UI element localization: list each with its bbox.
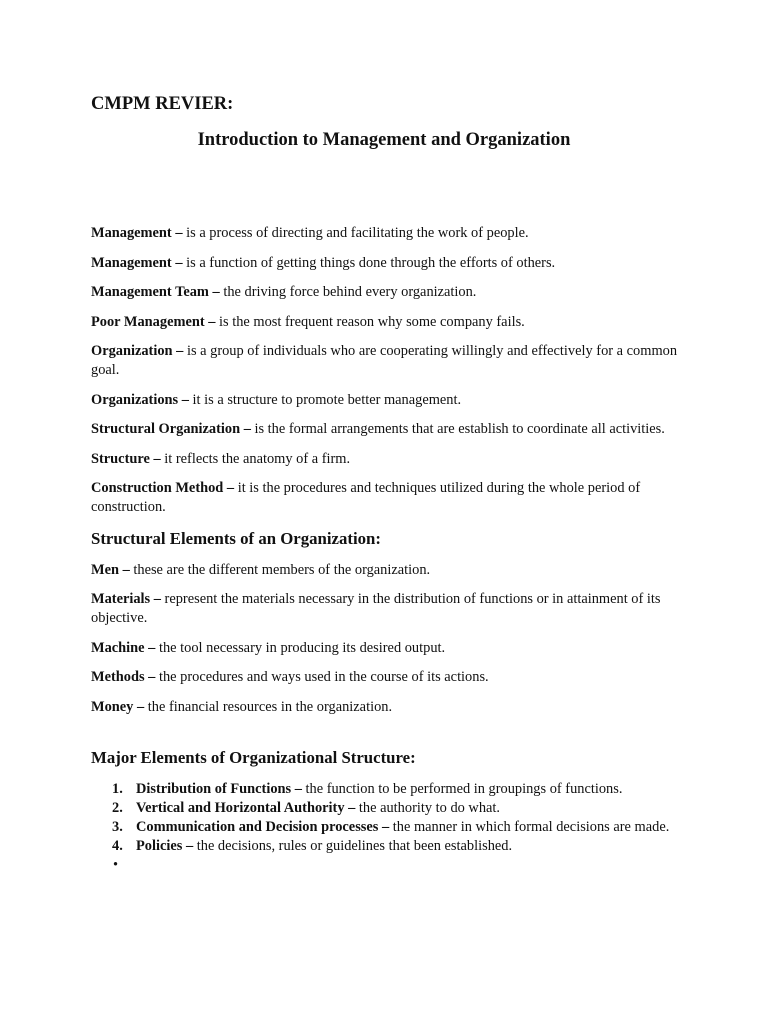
definition-term: Organization – <box>91 343 184 359</box>
list-number: 2. <box>112 799 123 816</box>
definition-term: Management – <box>91 254 183 271</box>
list-term: Policies – <box>136 837 194 854</box>
definition-term: Management Team – <box>91 284 220 300</box>
major-elements-list <box>91 780 681 856</box>
list-term: Communication and Decision processes – <box>136 818 390 835</box>
definition-term: Organizations – <box>91 391 189 408</box>
definition-term: Poor Management – <box>91 313 216 330</box>
structural-element-text: the tool necessary in producing its desired output. <box>155 639 446 656</box>
structural-element-term: Men – <box>91 561 130 578</box>
definition-paragraph <box>91 254 681 273</box>
list-text: the manner in which formal decisions are made. <box>389 818 670 835</box>
definition-term: Construction Method – <box>91 480 235 496</box>
definition-paragraph <box>91 283 681 302</box>
list-term: Distribution of Functions – <box>136 780 302 797</box>
list-number: 4. <box>112 837 123 854</box>
structural-element-paragraph <box>91 698 681 717</box>
list-item <box>91 799 681 818</box>
definition-paragraph <box>91 479 681 517</box>
definition-term: Management – <box>91 225 183 241</box>
list-text: the decisions, rules or guidelines that been established. <box>193 837 513 854</box>
list-text: the function to be performed in groupings of functions. <box>301 780 623 797</box>
definition-text: is the most frequent reason why some company fails. <box>215 313 525 330</box>
structural-element-paragraph <box>91 639 681 658</box>
list-item <box>91 818 681 837</box>
list-term: Vertical and Horizontal Authority – <box>136 799 356 816</box>
definition-text: is a process of directing and facilitating the work of people. <box>182 225 529 241</box>
document-title: Introduction to Management and Organization <box>197 130 571 150</box>
definition-text: is the formal arrangements that are establish to coordinate all activities. <box>250 421 665 437</box>
structural-element-text: these are the different members of the organization. <box>129 561 431 578</box>
definition-text: it is a structure to promote better management. <box>188 391 462 408</box>
structural-element-text: represent the materials necessary in the distribution of functions or in attainment of its objective. <box>91 591 661 626</box>
definition-paragraph <box>91 391 681 410</box>
bullet-icon: • <box>113 856 119 873</box>
structural-element-term: Machine – <box>91 639 156 656</box>
definition-paragraph <box>91 450 681 469</box>
definition-text: the driving force behind every organization. <box>219 284 477 300</box>
definition-text: it is the procedures and techniques utilized during the whole period of construction. <box>91 480 641 515</box>
document-heading: CMPM REVIER: <box>91 94 234 114</box>
list-text: the authority to do what. <box>355 799 501 816</box>
definition-paragraph <box>91 313 681 332</box>
structural-elements-heading: Structural Elements of an Organization: <box>91 528 381 548</box>
document-body <box>91 224 681 875</box>
structural-element-text: the financial resources in the organization. <box>144 698 393 715</box>
definition-text: it reflects the anatomy of a firm. <box>160 450 351 467</box>
structural-element-term: Materials – <box>91 591 161 607</box>
structural-element-term: Money – <box>91 698 145 715</box>
list-number: 3. <box>112 818 123 835</box>
definition-paragraph <box>91 224 681 243</box>
empty-bullet-item <box>91 856 681 875</box>
major-elements-heading: Major Elements of Organizational Structure: <box>91 747 416 767</box>
structural-element-term: Methods – <box>91 669 156 685</box>
list-item <box>91 780 681 799</box>
definition-text: is a function of getting things done through the efforts of others. <box>182 254 556 271</box>
structural-element-paragraph <box>91 590 681 628</box>
list-number: 1. <box>112 780 123 797</box>
structural-element-text: the procedures and ways used in the course of its actions. <box>155 669 489 685</box>
definition-term: Structure – <box>91 450 161 467</box>
definition-text: is a group of individuals who are cooperating willingly and effectively for a common goal. <box>91 343 678 378</box>
structural-element-paragraph <box>91 561 681 580</box>
definition-term: Structural Organization – <box>91 421 251 437</box>
structural-element-paragraph <box>91 668 681 687</box>
definition-paragraph <box>91 342 681 380</box>
definition-paragraph <box>91 420 681 439</box>
list-item <box>91 837 681 856</box>
